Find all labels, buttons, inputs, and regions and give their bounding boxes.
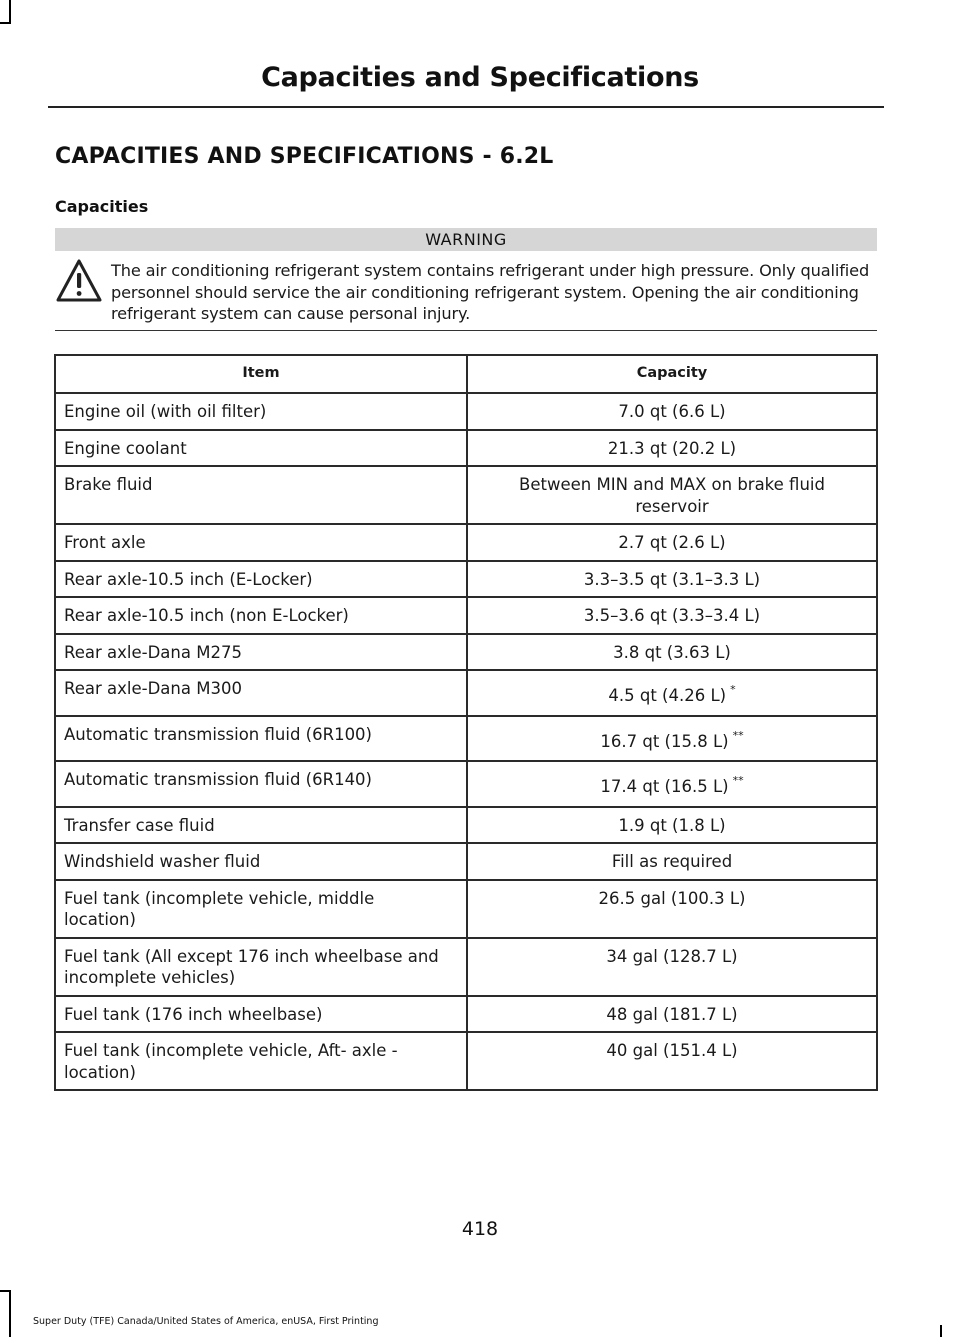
capacity-value: 16.7 qt (15.8 L) bbox=[600, 731, 729, 751]
header-divider bbox=[48, 106, 884, 108]
item-label: Fuel tank (incomplete vehicle, middle location) bbox=[64, 888, 375, 929]
capacity-cell bbox=[467, 466, 877, 524]
column-header-item: Item bbox=[55, 355, 467, 393]
section-title: CAPACITIES AND SPECIFICATIONS - 6.2L bbox=[55, 144, 554, 169]
warning-label: WARNING bbox=[55, 228, 877, 251]
capacity-cell: 2.7 qt (2.6 L) bbox=[467, 524, 877, 561]
table-row bbox=[55, 996, 877, 1033]
table-row bbox=[55, 716, 877, 762]
warning-triangle-icon bbox=[56, 258, 102, 304]
item-cell: Automatic transmission fluid (6R100) bbox=[55, 716, 467, 762]
footnote-marker: ** bbox=[732, 774, 744, 787]
item-label: Fuel tank (incomplete vehicle, Aft- axle - location) bbox=[64, 1041, 398, 1082]
item-cell bbox=[55, 880, 467, 938]
item-cell: Windshield washer fluid bbox=[55, 843, 467, 880]
table-row bbox=[55, 761, 877, 807]
section-subtitle: Capacities bbox=[55, 197, 149, 216]
item-cell: Rear axle-Dana M300 bbox=[55, 670, 467, 716]
warning-text: The air conditioning refrigerant system contains refrigerant under high pressure. Only qualified personnel should service the air conditioning refrigerant system. Opening the air conditioning refrigerant system can cause personal injury. bbox=[111, 261, 870, 323]
capacity-value: 17.4 qt (16.5 L) bbox=[600, 777, 729, 796]
crop-mark-bottom-left bbox=[0, 1290, 11, 1292]
page-number: 418 bbox=[461, 1218, 499, 1240]
capacity-cell: 7.0 qt (6.6 L) bbox=[467, 393, 877, 430]
table-header-row bbox=[55, 355, 877, 393]
crop-mark-bottom-right bbox=[940, 1325, 942, 1337]
table-row bbox=[55, 393, 877, 430]
capacity-cell: 3.8 qt (3.63 L) bbox=[467, 634, 877, 671]
page-header-title: Capacities and Specifications bbox=[261, 62, 699, 93]
warning-divider bbox=[55, 330, 877, 331]
item-label: Fuel tank (All except 176 inch wheelbase and incomplete vehicles) bbox=[64, 946, 439, 987]
table-row bbox=[55, 670, 877, 716]
capacity-cell: 3.3–3.5 qt (3.1–3.3 L) bbox=[467, 561, 877, 598]
item-cell: Transfer case fluid bbox=[55, 807, 467, 844]
capacities-table bbox=[54, 354, 878, 1091]
capacity-cell: 34 gal (128.7 L) bbox=[467, 938, 877, 996]
capacity-cell bbox=[467, 670, 877, 716]
item-cell: Front axle bbox=[55, 524, 467, 561]
crop-mark-top-left bbox=[0, 22, 11, 24]
capacity-cell: 26.5 gal (100.3 L) bbox=[467, 880, 877, 938]
table-row bbox=[55, 634, 877, 671]
item-cell: Automatic transmission fluid (6R140) bbox=[55, 761, 467, 807]
table-row bbox=[55, 561, 877, 598]
footnote-marker: ** bbox=[732, 728, 744, 742]
item-cell: Rear axle-10.5 inch (E-Locker) bbox=[55, 561, 467, 598]
crop-mark-bottom-left bbox=[9, 1290, 11, 1337]
capacity-value: Between MIN and MAX on brake fluid reservoir bbox=[519, 475, 825, 516]
table-row bbox=[55, 843, 877, 880]
capacity-cell: Fill as required bbox=[467, 843, 877, 880]
footer-edition-text: Super Duty (TFE) Canada/United States of America, enUSA, First Printing bbox=[33, 1316, 379, 1327]
table-row bbox=[55, 880, 877, 938]
item-cell: Fuel tank (176 inch wheelbase) bbox=[55, 996, 467, 1033]
item-cell: Brake fluid bbox=[55, 466, 467, 524]
footnote-marker: * bbox=[730, 683, 736, 696]
table-row bbox=[55, 938, 877, 996]
item-cell bbox=[55, 938, 467, 996]
table-row bbox=[55, 524, 877, 561]
capacity-value: 4.5 qt (4.26 L) bbox=[608, 686, 727, 705]
table-row bbox=[55, 597, 877, 634]
capacity-cell bbox=[467, 716, 877, 762]
table-row bbox=[55, 466, 877, 524]
capacity-cell: 48 gal (181.7 L) bbox=[467, 996, 877, 1033]
item-cell: Rear axle-10.5 inch (non E-Locker) bbox=[55, 597, 467, 634]
table-row bbox=[55, 430, 877, 467]
capacity-cell: 40 gal (151.4 L) bbox=[467, 1032, 877, 1090]
capacity-cell bbox=[467, 761, 877, 807]
column-header-capacity: Capacity bbox=[467, 355, 877, 393]
item-cell: Rear axle-Dana M275 bbox=[55, 634, 467, 671]
capacity-cell: 3.5–3.6 qt (3.3–3.4 L) bbox=[467, 597, 877, 634]
item-cell: Engine oil (with oil filter) bbox=[55, 393, 467, 430]
crop-mark-top-left bbox=[9, 0, 11, 24]
capacity-cell: 1.9 qt (1.8 L) bbox=[467, 807, 877, 844]
item-cell bbox=[55, 1032, 467, 1090]
item-cell: Engine coolant bbox=[55, 430, 467, 467]
table-row bbox=[55, 1032, 877, 1090]
table-row bbox=[55, 807, 877, 844]
capacity-cell: 21.3 qt (20.2 L) bbox=[467, 430, 877, 467]
